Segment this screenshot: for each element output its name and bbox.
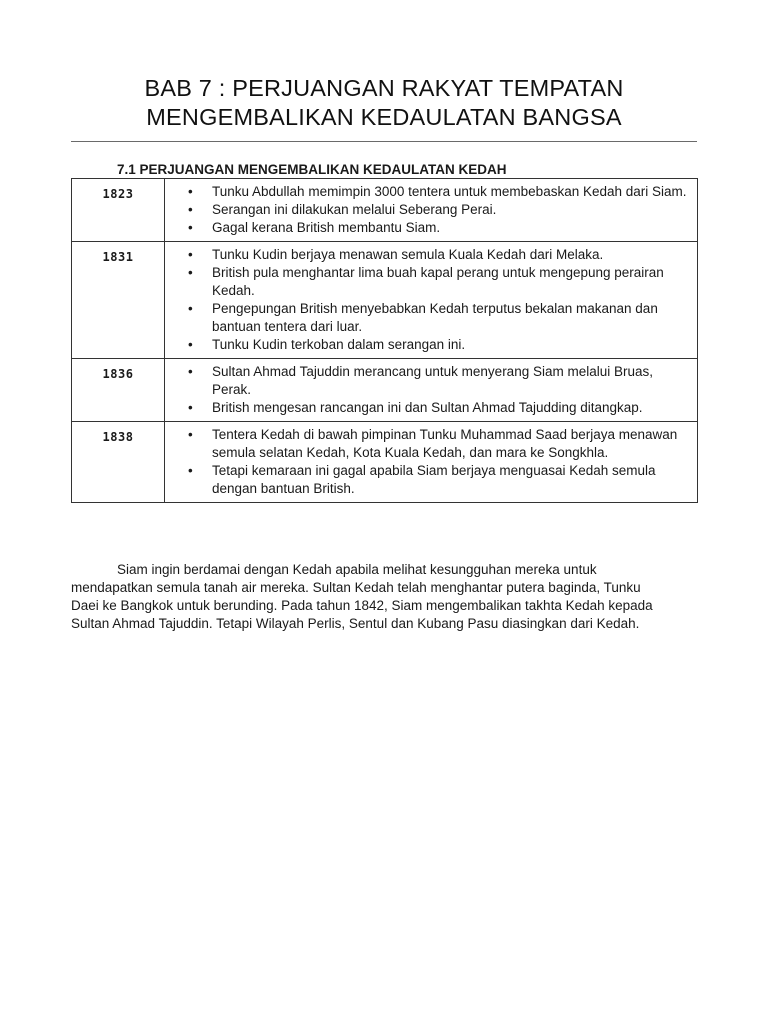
event-list [165, 183, 691, 237]
list-item [165, 219, 691, 237]
event-text: Tentera Kedah di bawah pimpinan Tunku Muhammad Saad berjaya menawan semula selatan Kedah, Kota Kuala Kedah, dan mara ke Songkhla. [212, 427, 678, 460]
event-text: Tunku Abdullah memimpin 3000 tentera untuk membebaskan Kedah dari Siam. [212, 184, 687, 199]
event-list [165, 363, 691, 417]
bullet-icon: • [188, 463, 193, 478]
year-cell: 1836 [72, 359, 165, 422]
section-heading: 7.1 PERJUANGAN MENGEMBALIKAN KEDAULATAN KEDAH [117, 162, 507, 177]
events-cell [165, 422, 698, 503]
event-text: Serangan ini dilakukan melalui Seberang Perai. [212, 202, 497, 217]
list-item [165, 399, 691, 417]
list-item [165, 201, 691, 219]
table-row [72, 359, 698, 422]
event-text: British pula menghantar lima buah kapal perang untuk mengepung perairan Kedah. [212, 265, 664, 298]
events-cell [165, 179, 698, 242]
list-item [165, 246, 691, 264]
table-row [72, 179, 698, 242]
list-item [165, 363, 691, 399]
list-item [165, 264, 691, 300]
table-row [72, 422, 698, 503]
year-cell: 1838 [72, 422, 165, 503]
list-item [165, 426, 691, 462]
event-text: Gagal kerana British membantu Siam. [212, 220, 441, 235]
events-cell [165, 359, 698, 422]
list-item [165, 336, 691, 354]
chapter-title [71, 74, 697, 132]
event-text: Tunku Kudin berjaya menawan semula Kuala Kedah dari Melaka. [212, 247, 604, 262]
chapter-title-line-2: MENGEMBALIKAN KEDAULATAN BANGSA [146, 104, 622, 130]
bullet-icon: • [188, 427, 193, 442]
event-text: British mengesan rancangan ini dan Sultan Ahmad Tajudding ditangkap. [212, 400, 643, 415]
events-cell [165, 242, 698, 359]
event-list [165, 246, 691, 354]
event-text: Sultan Ahmad Tajuddin merancang untuk menyerang Siam melalui Bruas, Perak. [212, 364, 654, 397]
year-cell: 1831 [72, 242, 165, 359]
list-item [165, 300, 691, 336]
list-item [165, 462, 691, 498]
title-divider [71, 141, 697, 142]
bullet-icon: • [188, 265, 193, 280]
chapter-title-line-1: BAB 7 : PERJUANGAN RAKYAT TEMPATAN [144, 75, 624, 101]
bullet-icon: • [188, 301, 193, 316]
event-list [165, 426, 691, 498]
timeline-table [71, 178, 698, 503]
event-text: Tunku Kudin terkoban dalam serangan ini. [212, 337, 466, 352]
body-paragraph: Siam ingin berdamai dengan Kedah apabila melihat kesungguhan mereka untuk mendapatkan semula tanah air mereka. Sultan Kedah telah menghantar putera baginda, Tunku Daei ke Bangkok untuk berunding. Pada tahun 1842, Siam mengembalikan takhta Kedah kepada Sultan Ahmad Tajuddin. Tetapi Wilayah Perlis, Sentul dan Kubang Pasu diasingkan dari Kedah. [71, 561, 653, 631]
bullet-icon: • [188, 184, 193, 199]
bullet-icon: • [188, 220, 193, 235]
year-cell: 1823 [72, 179, 165, 242]
bullet-icon: • [188, 337, 193, 352]
bullet-icon: • [188, 202, 193, 217]
list-item [165, 183, 691, 201]
bullet-icon: • [188, 247, 193, 262]
event-text: Pengepungan British menyebabkan Kedah terputus bekalan makanan dan bantuan tentera dari luar. [212, 301, 658, 334]
bullet-icon: • [188, 364, 193, 379]
event-text: Tetapi kemaraan ini gagal apabila Siam berjaya menguasai Kedah semula dengan bantuan British. [212, 463, 656, 496]
bullet-icon: • [188, 400, 193, 415]
table-row [72, 242, 698, 359]
